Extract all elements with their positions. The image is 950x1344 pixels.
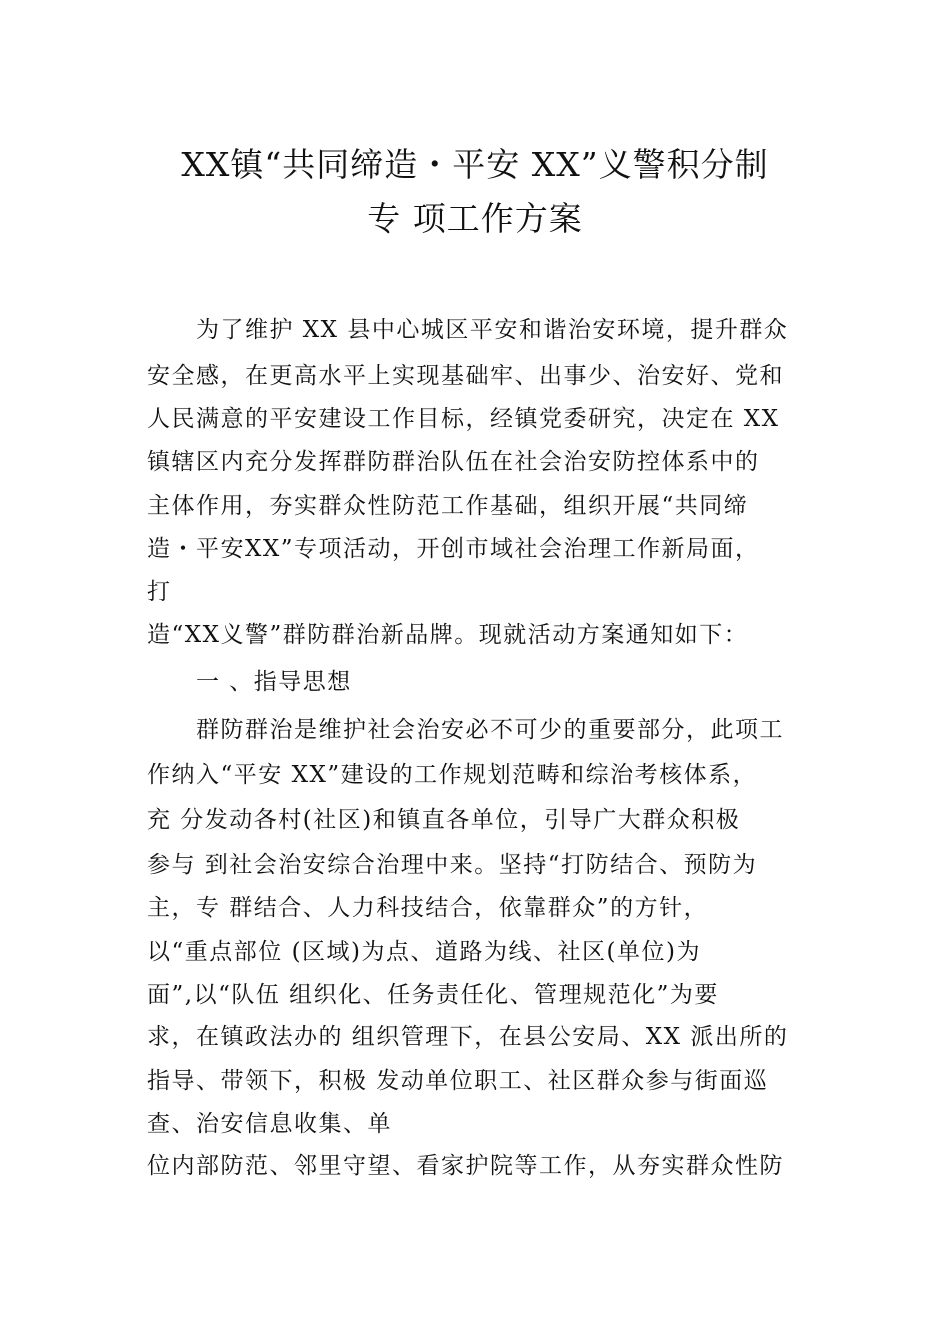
body-line: 面”,以“队伍 组织化、任务责任化、管理规范化”为要 — [147, 982, 719, 1008]
body-line: 主，专 群结合、人力科技结合，依靠群众”的方针， — [147, 895, 709, 921]
body-line: 充 分发动各村(社区)和镇直各单位，引导广大群众积极 — [147, 807, 741, 833]
document-title-line-1: XX镇“共同缔造・平安 XX”义警积分制 — [181, 145, 769, 184]
document-title-line-2: 专 项工作方案 — [367, 199, 583, 238]
body-line: 指导、带领下，积极 发动单位职工、社区群众参与街面巡 — [147, 1068, 769, 1094]
section-heading: 一 、指导思想 — [147, 669, 352, 695]
body-line: 查、治安信息收集、单 — [147, 1111, 392, 1137]
body-line: 人民满意的平安建设工作目标，经镇党委研究，决定在 XX — [147, 406, 780, 432]
body-line: 参与 到社会治安综合治理中来。坚持“打防结合、预防为 — [147, 852, 758, 878]
body-line: 镇辖区内充分发挥群防群治队伍在社会治安防控体系中的 — [147, 449, 760, 475]
body-line: 以“重点部位 (区域)为点、道路为线、社区(单位)为 — [147, 939, 701, 965]
body-line: 造・平安XX”专项活动，开创市域社会治理工作新局面， — [147, 536, 760, 562]
body-line: 求，在镇政法办的 组织管理下，在县公安局、XX 派出所的 — [147, 1024, 789, 1050]
body-line: 主体作用，夯实群众性防范工作基础，组织开展“共同缔 — [147, 493, 749, 519]
body-line: 位内部防范、邻里守望、看家护院等工作，从夯实群众性防 — [147, 1153, 784, 1179]
body-line: 为了维护 XX 县中心城区平安和谐治安环境，提升群众 — [147, 317, 789, 343]
body-line: 安全感，在更高水平上实现基础牢、出事少、治安好、党和 — [147, 363, 784, 389]
body-line: 造“XX义警”群防群治新品牌。现就活动方案通知如下： — [147, 622, 749, 648]
body-line: 作纳入“平安 XX”建设的工作规划范畴和综治考核体系， — [147, 762, 758, 788]
body-line: 群防群治是维护社会治安必不可少的重要部分，此项工 — [147, 717, 784, 743]
body-line: 打 — [147, 579, 172, 605]
